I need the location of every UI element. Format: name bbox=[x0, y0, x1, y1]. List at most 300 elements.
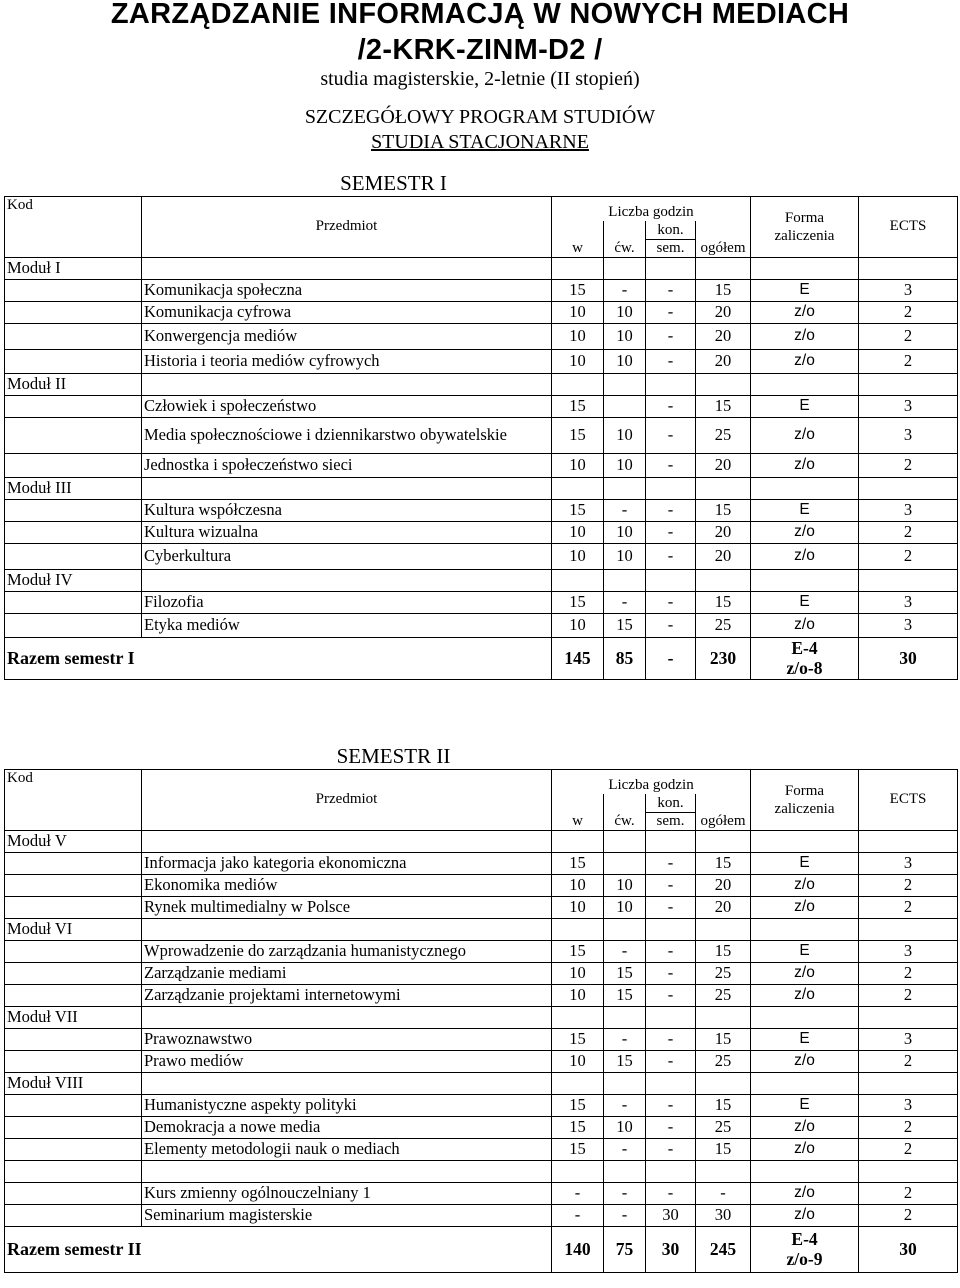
spacer-cell bbox=[5, 1160, 142, 1182]
cw-cell: 10 bbox=[604, 521, 646, 543]
module-empty-cell bbox=[552, 373, 604, 395]
total-cell: 30 bbox=[696, 1204, 751, 1226]
module-empty-cell bbox=[646, 1072, 696, 1094]
total-w: 145 bbox=[552, 637, 604, 679]
cw-cell: 15 bbox=[604, 1050, 646, 1072]
kon-cell: - bbox=[646, 499, 696, 521]
subject-name: Kurs zmienny ogólnouczelniany 1 bbox=[142, 1182, 552, 1204]
kon-sem-header bbox=[646, 221, 696, 257]
form-cell: E bbox=[751, 1094, 859, 1116]
module-empty-cell bbox=[859, 477, 958, 499]
kon-label: kon. bbox=[646, 795, 695, 813]
subject-name: Historia i teoria mediów cyfrowych bbox=[142, 349, 552, 373]
kon-cell: - bbox=[646, 896, 696, 918]
cw-cell: 15 bbox=[604, 984, 646, 1006]
subject-row bbox=[5, 1138, 958, 1160]
w-cell: 10 bbox=[552, 984, 604, 1006]
total-cell: 20 bbox=[696, 301, 751, 323]
ects-cell: 3 bbox=[859, 852, 958, 874]
zaliczenia-label: zaliczenia bbox=[774, 227, 835, 244]
subject-name: Jednostka i społeczeństwo sieci bbox=[142, 453, 552, 477]
kod-cell bbox=[5, 1204, 142, 1226]
module-empty-cell bbox=[646, 477, 696, 499]
kod-header-cont bbox=[5, 221, 142, 257]
form-cell: E bbox=[751, 591, 859, 613]
cw-cell: - bbox=[604, 1028, 646, 1050]
form-cell: z/o bbox=[751, 417, 859, 453]
form-cell: z/o bbox=[751, 1138, 859, 1160]
document-title: ZARZĄDZANIE INFORMACJĄ W NOWYCH MEDIACH bbox=[110, 0, 850, 30]
form-cell: E bbox=[751, 852, 859, 874]
cw-cell bbox=[604, 852, 646, 874]
kon-sem-header bbox=[646, 794, 696, 830]
module-empty-cell bbox=[696, 373, 751, 395]
cw-cell: - bbox=[604, 1182, 646, 1204]
total-form bbox=[751, 637, 859, 679]
w-cell: 15 bbox=[552, 1116, 604, 1138]
subject-row bbox=[5, 940, 958, 962]
subject-row bbox=[5, 301, 958, 323]
spacer-cell bbox=[751, 1160, 859, 1182]
total-cell: 15 bbox=[696, 940, 751, 962]
total-cell: 25 bbox=[696, 1050, 751, 1072]
forma-header bbox=[751, 769, 859, 830]
module-empty-cell bbox=[751, 373, 859, 395]
form-cell: E bbox=[751, 940, 859, 962]
form-cell: z/o bbox=[751, 874, 859, 896]
kod-cell bbox=[5, 349, 142, 373]
ects-header: ECTS bbox=[859, 769, 958, 830]
ects-cell: 2 bbox=[859, 543, 958, 569]
module-empty-cell bbox=[859, 373, 958, 395]
w-cell: 10 bbox=[552, 543, 604, 569]
kod-cell bbox=[5, 395, 142, 417]
w-cell: 10 bbox=[552, 962, 604, 984]
subject-row bbox=[5, 1204, 958, 1226]
subject-name: Kultura wizualna bbox=[142, 521, 552, 543]
w-header: w bbox=[552, 794, 604, 830]
ects-cell: 3 bbox=[859, 613, 958, 637]
w-cell: 15 bbox=[552, 395, 604, 417]
ects-cell: 2 bbox=[859, 896, 958, 918]
total-cell: 15 bbox=[696, 279, 751, 301]
module-empty-cell bbox=[604, 1072, 646, 1094]
module-empty-cell bbox=[859, 1072, 958, 1094]
w-cell: 10 bbox=[552, 896, 604, 918]
module-empty-cell bbox=[604, 569, 646, 591]
subject-row bbox=[5, 543, 958, 569]
total-cell: 20 bbox=[696, 323, 751, 349]
w-cell: 15 bbox=[552, 279, 604, 301]
kod-cell bbox=[5, 940, 142, 962]
w-cell: 10 bbox=[552, 521, 604, 543]
subject-row bbox=[5, 962, 958, 984]
ects-cell: 2 bbox=[859, 1050, 958, 1072]
module-empty-cell bbox=[751, 257, 859, 279]
total-cell: 25 bbox=[696, 1116, 751, 1138]
cw-cell: - bbox=[604, 1094, 646, 1116]
semester-1-table bbox=[4, 168, 958, 680]
ects-cell: 3 bbox=[859, 940, 958, 962]
kon-cell: - bbox=[646, 521, 696, 543]
cw-cell: 10 bbox=[604, 896, 646, 918]
module-empty-cell bbox=[604, 477, 646, 499]
module-row bbox=[5, 477, 958, 499]
form-cell: E bbox=[751, 279, 859, 301]
ects-cell: 3 bbox=[859, 279, 958, 301]
module-empty-cell bbox=[646, 918, 696, 940]
total-cell: 15 bbox=[696, 852, 751, 874]
cw-cell: 10 bbox=[604, 301, 646, 323]
forma-label: Forma bbox=[784, 209, 825, 226]
total-cell: 15 bbox=[696, 395, 751, 417]
total-cell: 25 bbox=[696, 417, 751, 453]
kod-cell bbox=[5, 1182, 142, 1204]
form-cell: E bbox=[751, 395, 859, 417]
module-empty-cell bbox=[646, 257, 696, 279]
kon-cell: - bbox=[646, 349, 696, 373]
form-cell: z/o bbox=[751, 896, 859, 918]
module-empty-cell bbox=[751, 569, 859, 591]
kod-cell bbox=[5, 1028, 142, 1050]
module-name: Moduł I bbox=[5, 257, 142, 279]
forma-header bbox=[751, 196, 859, 257]
subject-row bbox=[5, 896, 958, 918]
total-cell: 15 bbox=[696, 499, 751, 521]
total-cell: 20 bbox=[696, 874, 751, 896]
total-ects: 30 bbox=[859, 1226, 958, 1272]
ects-cell: 2 bbox=[859, 984, 958, 1006]
subject-row bbox=[5, 1116, 958, 1138]
w-cell: 10 bbox=[552, 613, 604, 637]
module-empty-cell bbox=[859, 1006, 958, 1028]
kon-cell: - bbox=[646, 874, 696, 896]
ects-cell: 3 bbox=[859, 417, 958, 453]
form-cell: z/o bbox=[751, 543, 859, 569]
total-cell: 15 bbox=[696, 1138, 751, 1160]
subject-row bbox=[5, 1094, 958, 1116]
subject-row bbox=[5, 852, 958, 874]
cw-cell: 15 bbox=[604, 962, 646, 984]
kod-cell bbox=[5, 453, 142, 477]
form-cell: E bbox=[751, 499, 859, 521]
semester-total-row bbox=[5, 637, 958, 679]
module-empty-cell bbox=[142, 373, 552, 395]
cw-cell: 15 bbox=[604, 613, 646, 637]
kon-cell: - bbox=[646, 962, 696, 984]
kod-cell bbox=[5, 417, 142, 453]
ects-cell: 2 bbox=[859, 453, 958, 477]
module-row bbox=[5, 918, 958, 940]
total-form bbox=[751, 1226, 859, 1272]
w-cell: 15 bbox=[552, 1138, 604, 1160]
w-cell: 15 bbox=[552, 1028, 604, 1050]
total-form-exams: E-4 bbox=[791, 638, 818, 658]
ects-cell: 2 bbox=[859, 874, 958, 896]
module-empty-cell bbox=[646, 569, 696, 591]
total-cell: 25 bbox=[696, 962, 751, 984]
study-level: studia magisterskie, 2-letnie (II stopień) bbox=[320, 68, 640, 90]
subject-name: Cyberkultura bbox=[142, 543, 552, 569]
spacer-cell bbox=[552, 1160, 604, 1182]
kon-cell: - bbox=[646, 301, 696, 323]
module-row bbox=[5, 1006, 958, 1028]
kon-cell: - bbox=[646, 984, 696, 1006]
header-row bbox=[5, 769, 958, 794]
spacer-cell bbox=[859, 1160, 958, 1182]
total-cell: 20 bbox=[696, 543, 751, 569]
module-empty-cell bbox=[604, 257, 646, 279]
subject-name: Etyka mediów bbox=[142, 613, 552, 637]
header-row bbox=[5, 196, 958, 221]
module-name: Moduł VIII bbox=[5, 1072, 142, 1094]
form-cell: z/o bbox=[751, 301, 859, 323]
form-cell: z/o bbox=[751, 962, 859, 984]
total-form-credits: z/o-9 bbox=[786, 1249, 823, 1269]
total-cell: 25 bbox=[696, 613, 751, 637]
ects-cell: 2 bbox=[859, 1182, 958, 1204]
subject-row bbox=[5, 417, 958, 453]
cw-cell: 10 bbox=[604, 453, 646, 477]
kod-cell bbox=[5, 613, 142, 637]
zaliczenia-label: zaliczenia bbox=[774, 800, 835, 817]
subject-name: Komunikacja cyfrowa bbox=[142, 301, 552, 323]
subject-name: Humanistyczne aspekty polityki bbox=[142, 1094, 552, 1116]
kon-cell: - bbox=[646, 453, 696, 477]
module-empty-cell bbox=[696, 830, 751, 852]
semester-2-table bbox=[4, 742, 958, 1273]
subject-row bbox=[5, 499, 958, 521]
ects-cell: 3 bbox=[859, 395, 958, 417]
semester-title-row bbox=[5, 168, 958, 196]
total-hours: 245 bbox=[696, 1226, 751, 1272]
spacer-row bbox=[5, 1160, 958, 1182]
w-cell: - bbox=[552, 1204, 604, 1226]
module-empty-cell bbox=[859, 830, 958, 852]
subject-row bbox=[5, 395, 958, 417]
ogolem-header: ogółem bbox=[696, 221, 751, 257]
total-cell: 20 bbox=[696, 521, 751, 543]
kon-cell: - bbox=[646, 279, 696, 301]
spacer-cell bbox=[604, 1160, 646, 1182]
subject-row bbox=[5, 1182, 958, 1204]
kon-cell: - bbox=[646, 852, 696, 874]
sem-label: sem. bbox=[656, 812, 685, 829]
module-empty-cell bbox=[696, 257, 751, 279]
total-kon: 30 bbox=[646, 1226, 696, 1272]
module-empty-cell bbox=[646, 1006, 696, 1028]
module-empty-cell bbox=[859, 569, 958, 591]
form-cell: z/o bbox=[751, 1116, 859, 1138]
module-empty-cell bbox=[552, 918, 604, 940]
ects-cell: 2 bbox=[859, 323, 958, 349]
sem-label: sem. bbox=[656, 239, 685, 256]
cw-cell: 10 bbox=[604, 323, 646, 349]
kod-cell bbox=[5, 543, 142, 569]
kod-cell bbox=[5, 852, 142, 874]
w-cell: 10 bbox=[552, 453, 604, 477]
subject-name: Człowiek i społeczeństwo bbox=[142, 395, 552, 417]
module-empty-cell bbox=[646, 373, 696, 395]
liczba-godzin-header: Liczba godzin bbox=[552, 196, 751, 221]
kon-cell: - bbox=[646, 1094, 696, 1116]
module-empty-cell bbox=[646, 830, 696, 852]
kon-cell: - bbox=[646, 323, 696, 349]
total-cell: 15 bbox=[696, 591, 751, 613]
subject-row bbox=[5, 323, 958, 349]
module-empty-cell bbox=[552, 1006, 604, 1028]
total-form-exams: E-4 bbox=[791, 1229, 818, 1249]
subject-row bbox=[5, 279, 958, 301]
spacer-cell bbox=[142, 1160, 552, 1182]
kon-cell: - bbox=[646, 1138, 696, 1160]
kod-cell bbox=[5, 962, 142, 984]
ects-cell: 2 bbox=[859, 1204, 958, 1226]
subject-row bbox=[5, 1050, 958, 1072]
module-name: Moduł IV bbox=[5, 569, 142, 591]
kod-cell bbox=[5, 1116, 142, 1138]
form-cell: z/o bbox=[751, 453, 859, 477]
cw-cell: - bbox=[604, 1204, 646, 1226]
total-cell: 15 bbox=[696, 1028, 751, 1050]
module-empty-cell bbox=[859, 918, 958, 940]
subject-name: Media społecznościowe i dziennikarstwo obywatelskie bbox=[142, 417, 552, 453]
cw-cell: - bbox=[604, 940, 646, 962]
module-row bbox=[5, 1072, 958, 1094]
ects-header: ECTS bbox=[859, 196, 958, 257]
subject-name: Seminarium magisterskie bbox=[142, 1204, 552, 1226]
module-name: Moduł VII bbox=[5, 1006, 142, 1028]
subject-row bbox=[5, 984, 958, 1006]
ects-cell: 2 bbox=[859, 962, 958, 984]
kod-header: Kod bbox=[5, 769, 142, 794]
form-cell: z/o bbox=[751, 984, 859, 1006]
form-cell: z/o bbox=[751, 323, 859, 349]
subject-name: Zarządzanie mediami bbox=[142, 962, 552, 984]
module-name: Moduł V bbox=[5, 830, 142, 852]
form-cell: z/o bbox=[751, 1204, 859, 1226]
subject-row bbox=[5, 453, 958, 477]
program-code: /2-KRK-ZINM-D2 / bbox=[357, 34, 603, 66]
total-cell: 15 bbox=[696, 1094, 751, 1116]
form-cell: z/o bbox=[751, 1050, 859, 1072]
subject-name: Rynek multimedialny w Polsce bbox=[142, 896, 552, 918]
ects-cell: 3 bbox=[859, 591, 958, 613]
przedmiot-header: Przedmiot bbox=[142, 196, 552, 257]
module-empty-cell bbox=[142, 257, 552, 279]
module-empty-cell bbox=[552, 830, 604, 852]
kon-cell: - bbox=[646, 1182, 696, 1204]
module-row bbox=[5, 830, 958, 852]
ects-cell: 2 bbox=[859, 1116, 958, 1138]
module-empty-cell bbox=[751, 1072, 859, 1094]
module-empty-cell bbox=[696, 1006, 751, 1028]
w-cell: 10 bbox=[552, 301, 604, 323]
module-empty-cell bbox=[859, 257, 958, 279]
module-empty-cell bbox=[552, 477, 604, 499]
total-cw: 85 bbox=[604, 637, 646, 679]
cw-cell: 10 bbox=[604, 874, 646, 896]
kon-cell: - bbox=[646, 591, 696, 613]
cw-cell: 10 bbox=[604, 349, 646, 373]
cw-cell: 10 bbox=[604, 543, 646, 569]
kod-cell bbox=[5, 279, 142, 301]
kod-cell bbox=[5, 874, 142, 896]
w-cell: 15 bbox=[552, 499, 604, 521]
subject-name: Konwergencja mediów bbox=[142, 323, 552, 349]
w-cell: - bbox=[552, 1182, 604, 1204]
module-empty-cell bbox=[142, 918, 552, 940]
kod-cell bbox=[5, 323, 142, 349]
module-empty-cell bbox=[604, 373, 646, 395]
subject-name: Demokracja a nowe media bbox=[142, 1116, 552, 1138]
cw-cell: - bbox=[604, 279, 646, 301]
module-empty-cell bbox=[751, 477, 859, 499]
semester-total-label: Razem semestr II bbox=[5, 1226, 552, 1272]
w-cell: 15 bbox=[552, 940, 604, 962]
subject-name: Zarządzanie projektami internetowymi bbox=[142, 984, 552, 1006]
cw-cell: - bbox=[604, 499, 646, 521]
module-empty-cell bbox=[142, 1072, 552, 1094]
cw-cell: 10 bbox=[604, 417, 646, 453]
module-empty-cell bbox=[142, 477, 552, 499]
study-mode: STUDIA STACJONARNE bbox=[371, 131, 589, 153]
module-empty-cell bbox=[552, 1072, 604, 1094]
subject-name: Ekonomika mediów bbox=[142, 874, 552, 896]
form-cell: z/o bbox=[751, 613, 859, 637]
ects-cell: 2 bbox=[859, 521, 958, 543]
module-empty-cell bbox=[142, 1006, 552, 1028]
w-cell: 15 bbox=[552, 591, 604, 613]
w-header: w bbox=[552, 221, 604, 257]
form-cell: E bbox=[751, 1028, 859, 1050]
subject-name: Informacja jako kategoria ekonomiczna bbox=[142, 852, 552, 874]
subject-name: Prawoznawstwo bbox=[142, 1028, 552, 1050]
total-cw: 75 bbox=[604, 1226, 646, 1272]
w-cell: 10 bbox=[552, 874, 604, 896]
module-empty-cell bbox=[142, 569, 552, 591]
kod-cell bbox=[5, 521, 142, 543]
forma-label: Forma bbox=[784, 782, 825, 799]
form-cell: z/o bbox=[751, 521, 859, 543]
kod-cell bbox=[5, 499, 142, 521]
w-cell: 15 bbox=[552, 417, 604, 453]
subject-row bbox=[5, 874, 958, 896]
total-cell: 20 bbox=[696, 896, 751, 918]
kon-label: kon. bbox=[646, 222, 695, 240]
kod-header-cont bbox=[5, 794, 142, 830]
kod-header: Kod bbox=[5, 196, 142, 221]
total-ects: 30 bbox=[859, 637, 958, 679]
w-cell: 15 bbox=[552, 852, 604, 874]
kon-cell: - bbox=[646, 613, 696, 637]
kon-cell: - bbox=[646, 1116, 696, 1138]
subject-row bbox=[5, 349, 958, 373]
spacer-cell bbox=[696, 1160, 751, 1182]
ects-cell: 3 bbox=[859, 499, 958, 521]
module-name: Moduł III bbox=[5, 477, 142, 499]
kon-cell: 30 bbox=[646, 1204, 696, 1226]
total-cell: 25 bbox=[696, 984, 751, 1006]
total-cell: 20 bbox=[696, 453, 751, 477]
module-empty-cell bbox=[751, 830, 859, 852]
subject-name: Wprowadzenie do zarządzania humanistycznego bbox=[142, 940, 552, 962]
kod-cell bbox=[5, 1050, 142, 1072]
ects-cell: 3 bbox=[859, 1028, 958, 1050]
module-row bbox=[5, 257, 958, 279]
module-name: Moduł VI bbox=[5, 918, 142, 940]
semester-total-row bbox=[5, 1226, 958, 1272]
